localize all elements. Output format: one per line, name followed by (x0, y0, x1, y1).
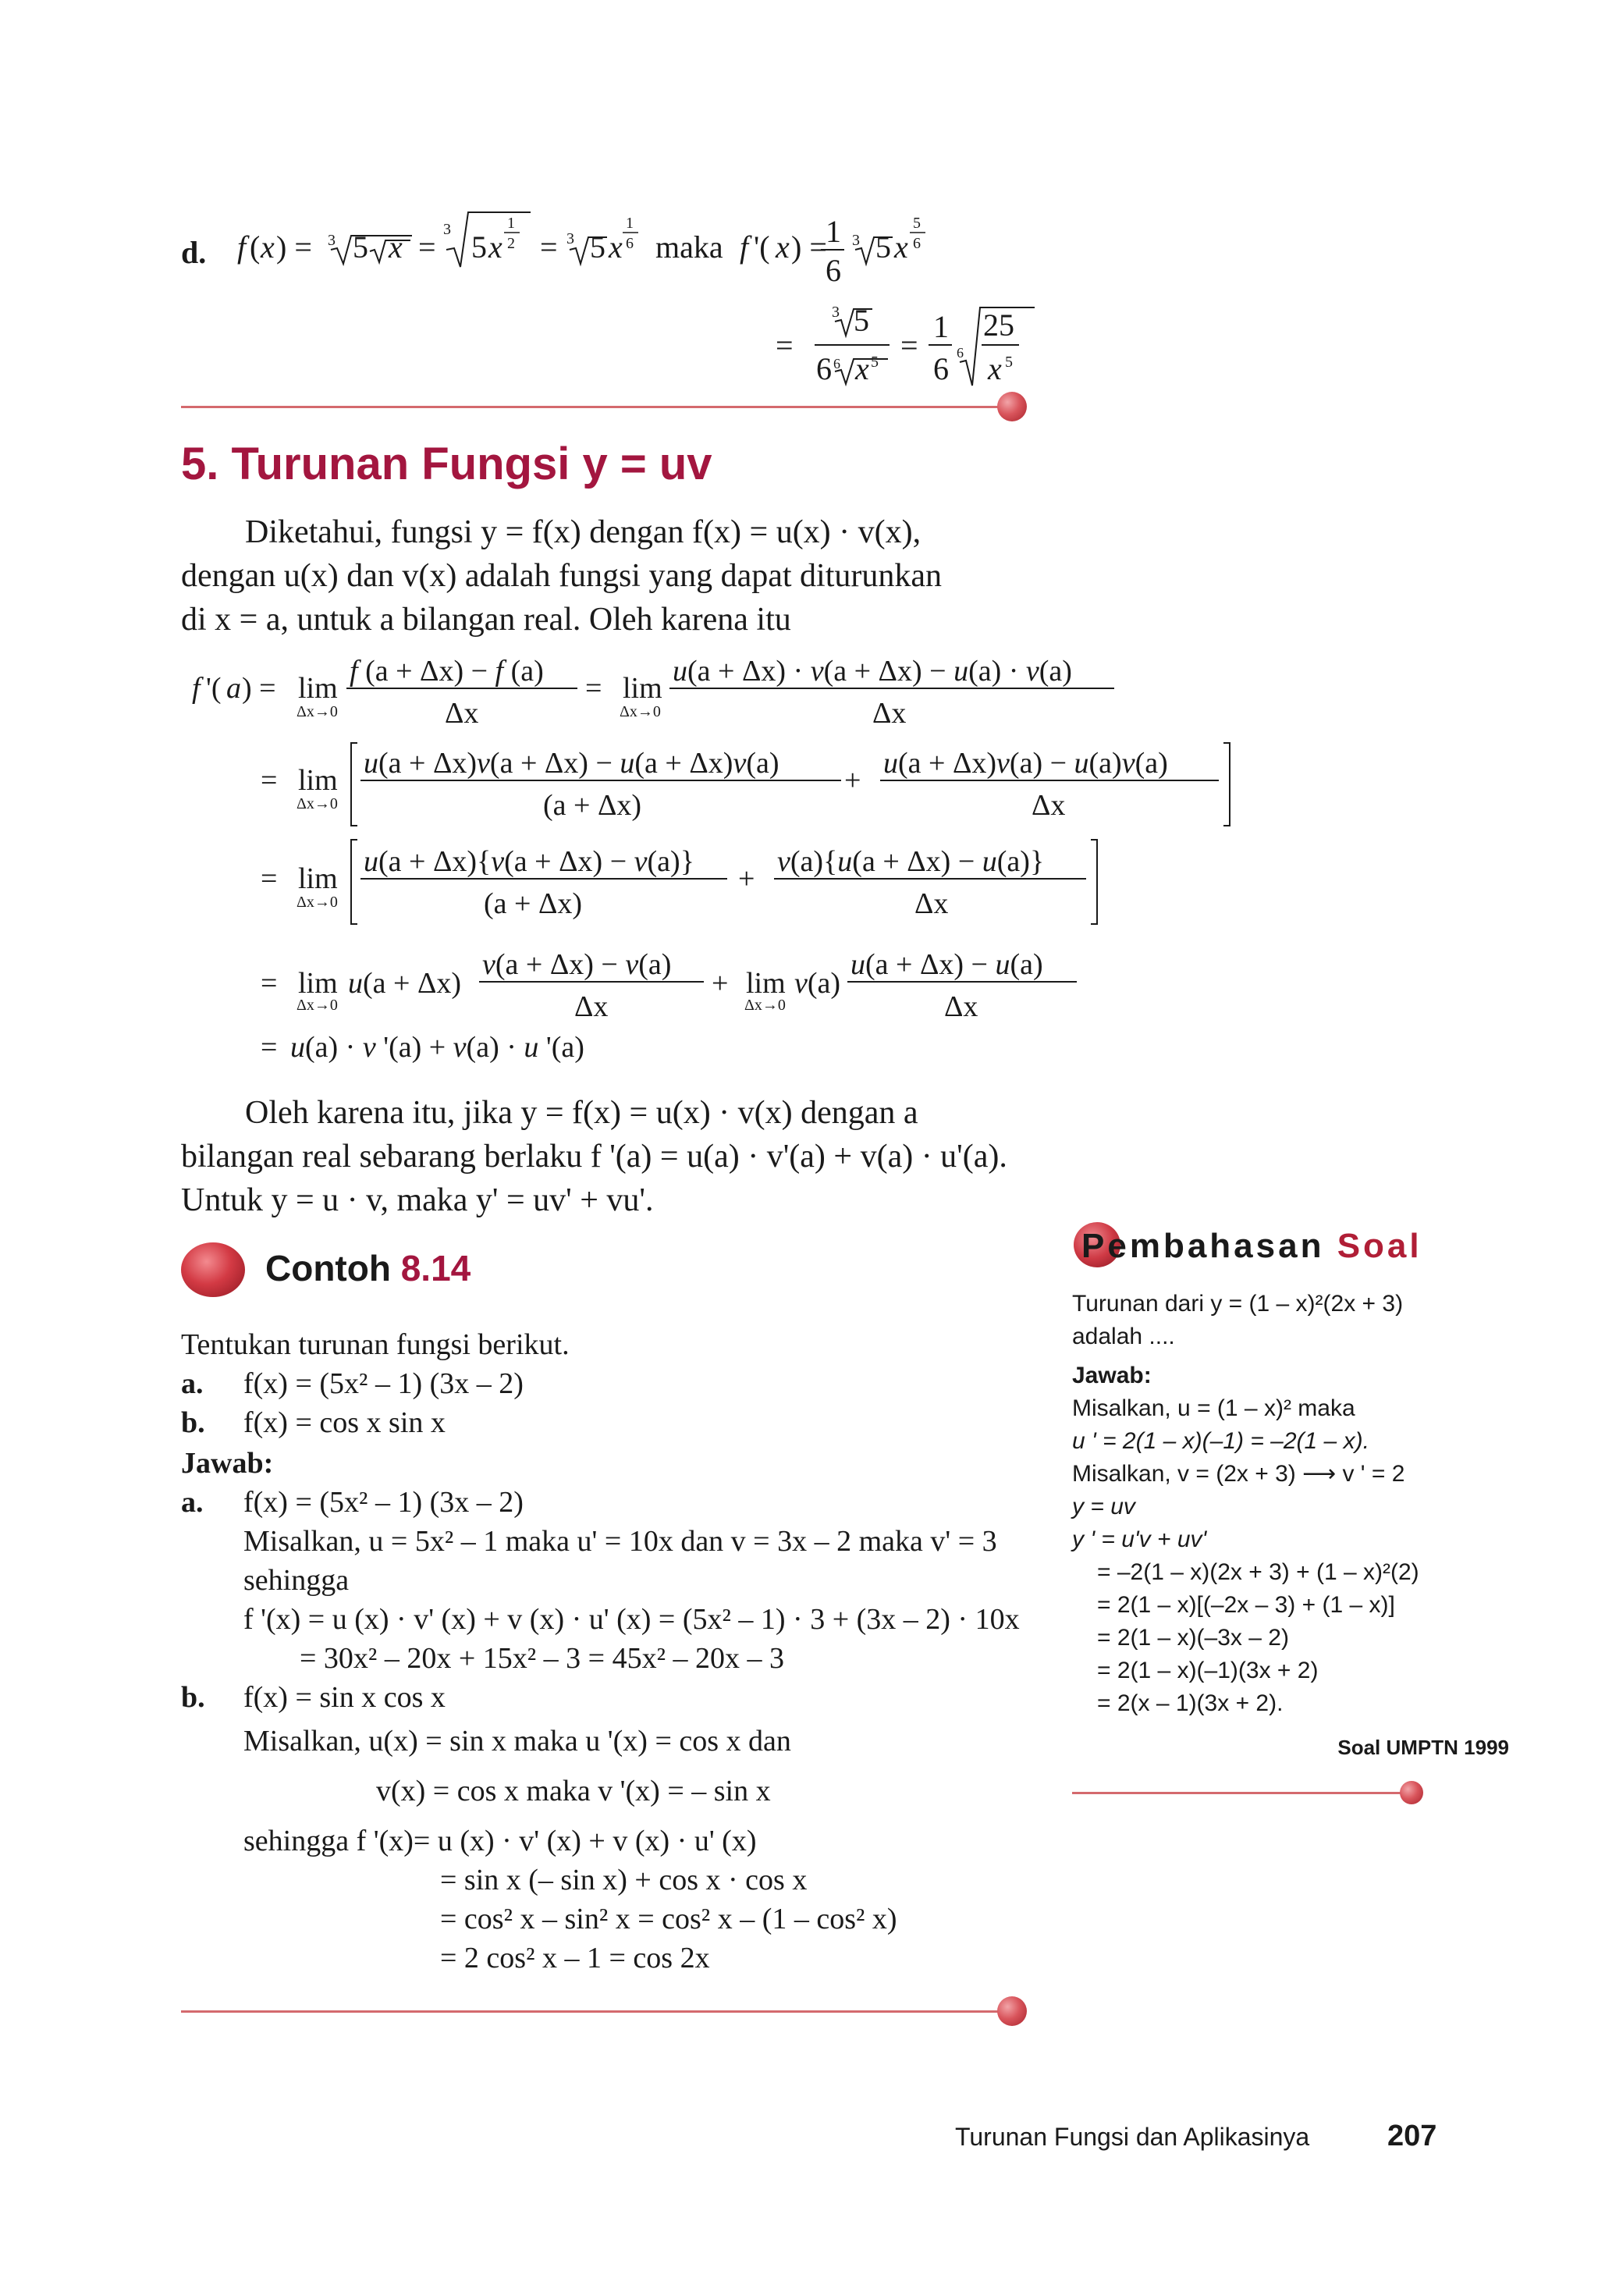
svg-text:u(a) · v '(a) + v(a) · u '(a): u(a) · v '(a) + v(a) · u '(a) (290, 1031, 584, 1064)
svg-text:Δx: Δx (914, 887, 949, 920)
svg-text:(a + Δx): (a + Δx) (484, 887, 583, 920)
answer-b-body (243, 1678, 897, 1978)
svg-text:Δx: Δx (574, 990, 609, 1023)
svg-text:6: 6 (833, 356, 840, 371)
intro-line-1: Diketahui, fungsi y = f(x) dengan f(x) = u(x) · v(x), (245, 514, 922, 550)
svg-text:1: 1 (826, 214, 841, 249)
sidebar-line-3: Misalkan, v = (2x + 3) ⟶ v ' = 2 (1072, 1461, 1405, 1487)
section-conclusion (181, 1091, 1039, 1222)
part-d-line1-svg (234, 204, 1014, 298)
svg-text:=: = (418, 229, 436, 265)
svg-text:3: 3 (443, 221, 451, 238)
svg-text:lim: lim (298, 764, 338, 797)
svg-text:Δx→0: Δx→0 (297, 894, 338, 911)
svg-text:6: 6 (626, 235, 634, 252)
contoh-body (181, 1325, 1055, 1978)
svg-text:lim: lim (298, 672, 338, 705)
svg-text:3: 3 (566, 230, 574, 247)
answer-a-line-2: Misalkan, u = 5x² – 1 maka u' = 10x dan v = 3x – 2 maka v' = 3 (243, 1525, 997, 1558)
answer-b-line-1: f(x) = sin x cos x (243, 1681, 446, 1714)
conclusion-line-2: bilangan real sebarang berlaku f '(a) = u(a) · v'(a) + v(a) · u'(a). (181, 1139, 1007, 1175)
sidebar-title-accent: Soal (1337, 1227, 1422, 1265)
svg-text:1: 1 (507, 215, 515, 232)
svg-text:2: 2 (507, 235, 515, 252)
svg-text:u(a + Δx)v(a + Δx) − u(a + Δx): u(a + Δx)v(a + Δx) − u(a + Δx)v(a) (364, 747, 779, 780)
svg-text:lim: lim (298, 862, 338, 895)
svg-text:5: 5 (875, 229, 891, 265)
svg-text:3: 3 (832, 304, 840, 321)
part-d-label: d. (181, 235, 207, 270)
svg-text:5: 5 (1005, 354, 1013, 371)
answer-b-label: b. (181, 1681, 205, 1714)
contoh-title (265, 1247, 471, 1289)
svg-text:=: = (540, 229, 558, 265)
svg-text:f: f (192, 672, 201, 705)
svg-text:v(a): v(a) (794, 967, 841, 1000)
svg-text:25: 25 (983, 307, 1014, 343)
question-a (181, 1364, 1055, 1403)
svg-text:x: x (609, 229, 623, 265)
sidebar-line-7: = 2(1 – x)[(–2x – 3) + (1 – x)] (1097, 1592, 1395, 1618)
divider-dot (997, 392, 1027, 421)
answer-b-line-5: = sin x (– sin x) + cos x · cos x (440, 1864, 808, 1896)
question-b (181, 1403, 1055, 1442)
svg-text:Δx: Δx (872, 697, 907, 730)
contoh-number: 8.14 (400, 1248, 471, 1288)
sidebar-title (1081, 1227, 1422, 1266)
svg-text:f: f (740, 229, 749, 265)
sidebar-line-5: y ' = u'v + uv' (1072, 1527, 1207, 1552)
svg-text:=: = (261, 764, 278, 797)
page-number: 207 (1387, 2120, 1437, 2152)
answer-a-body (243, 1483, 1020, 1678)
part-d-equation-line1 (234, 204, 1014, 298)
sidebar-line-1: Misalkan, u = (1 – x)² maka (1072, 1395, 1355, 1421)
svg-text:lim: lim (298, 967, 338, 1000)
svg-text:f: f (237, 229, 247, 265)
part-d-line2-svg (772, 298, 1038, 392)
derivation (181, 645, 1273, 1082)
svg-text:1: 1 (626, 215, 634, 232)
divider-dot (997, 1996, 1027, 2026)
svg-text:+: + (738, 862, 755, 895)
answer-a-label: a. (181, 1486, 204, 1519)
answer-b (181, 1678, 1055, 1978)
answer-b-line-3: v(x) = cos x maka v '(x) = – sin x (376, 1775, 771, 1807)
svg-text:) =: ) = (276, 229, 312, 265)
answer-a-line-3: sehingga (243, 1564, 350, 1597)
sidebar-question-2: adalah .... (1072, 1324, 1175, 1349)
svg-text:u(a + Δx) · v(a + Δx) − u(a) ·: u(a + Δx) · v(a + Δx) − u(a) · v(a) (673, 655, 1072, 688)
svg-text:6: 6 (933, 351, 949, 386)
question-a-label: a. (181, 1367, 204, 1400)
svg-text:=: = (900, 328, 918, 363)
sidebar-source: Soal UMPTN 1999 (1337, 1736, 1509, 1759)
question-b-text: f(x) = cos x sin x (243, 1406, 446, 1439)
question-b-label: b. (181, 1406, 205, 1439)
svg-text:(a + Δx): (a + Δx) (543, 789, 642, 822)
svg-text:u(a + Δx){v(a + Δx) − v(a)}: u(a + Δx){v(a + Δx) − v(a)} (364, 845, 694, 878)
svg-text:Δx: Δx (944, 990, 978, 1023)
jawab-label: Jawab: (181, 1447, 274, 1480)
svg-text:) =: ) = (791, 229, 827, 265)
sidebar-jawab: Jawab: (1072, 1363, 1152, 1388)
svg-text:6: 6 (826, 253, 841, 288)
svg-text:Δx: Δx (1032, 789, 1066, 822)
svg-text:5: 5 (854, 303, 869, 338)
svg-text:1: 1 (933, 309, 949, 344)
svg-text:=: = (261, 862, 278, 895)
svg-text:5: 5 (353, 229, 368, 265)
question-a-text: f(x) = (5x² – 1) (3x – 2) (243, 1367, 524, 1400)
svg-text:u(a + Δx) − u(a): u(a + Δx) − u(a) (850, 948, 1043, 981)
svg-text:'(: '( (754, 229, 770, 265)
svg-text:Δx→0: Δx→0 (620, 703, 661, 720)
svg-text:6: 6 (913, 235, 921, 252)
conclusion-line-1: Oleh karena itu, jika y = f(x) = u(x) · v(x) dengan a (245, 1095, 918, 1131)
svg-text:) =: ) = (242, 672, 276, 705)
conclusion-line-3: Untuk y = u · v, maka y' = uv' + vu'. (181, 1182, 654, 1218)
section-title: 5. Turunan Fungsi y = uv (181, 439, 712, 489)
intro-line-3: di x = a, untuk a bilangan real. Oleh karena itu (181, 602, 791, 638)
svg-text:Δx→0: Δx→0 (297, 795, 338, 812)
svg-text:x: x (261, 229, 275, 265)
sidebar-title-main: Pembahasan (1081, 1227, 1325, 1265)
svg-text:5: 5 (471, 229, 487, 265)
svg-text:lim: lim (746, 967, 786, 1000)
svg-text:Δx: Δx (445, 697, 479, 730)
svg-text:5: 5 (913, 215, 921, 232)
svg-text:5: 5 (590, 229, 605, 265)
svg-text:=: = (585, 672, 602, 705)
svg-text:u(a + Δx)v(a) − u(a)v(a): u(a + Δx)v(a) − u(a)v(a) (883, 747, 1168, 780)
svg-text:+: + (844, 764, 861, 797)
answer-a-line-4: f '(x) = u (x) · v' (x) + v (x) · u' (x) = (5x² – 1) · 3 + (3x – 2) · 10x (243, 1603, 1020, 1636)
contoh-prompt: Tentukan turunan fungsi berikut. (181, 1328, 570, 1361)
svg-text:5: 5 (871, 354, 879, 371)
svg-text:3: 3 (852, 232, 860, 249)
answer-b-line-2: Misalkan, u(x) = sin x maka u '(x) = cos x dan (243, 1725, 791, 1758)
answer-a-line-1: f(x) = (5x² – 1) (3x – 2) (243, 1486, 524, 1519)
svg-text:a: a (226, 672, 241, 705)
sidebar-line-6: = –2(1 – x)(2x + 3) + (1 – x)²(2) (1097, 1559, 1419, 1585)
part-d-equation-line2 (772, 298, 1038, 392)
svg-text:6: 6 (957, 345, 964, 361)
sidebar-body (1072, 1288, 1509, 1764)
svg-text:'(: '( (206, 672, 222, 705)
derivation-svg (181, 645, 1273, 1082)
svg-text:x: x (389, 229, 403, 265)
svg-text:u(a + Δx): u(a + Δx) (348, 967, 462, 1000)
answer-b-line-6: = cos² x – sin² x = cos² x – (1 – cos² x) (440, 1903, 897, 1935)
sidebar-line-4: y = uv (1072, 1494, 1135, 1519)
answer-a-line-5: = 30x² – 20x + 15x² – 3 = 45x² – 20x – 3 (300, 1642, 784, 1675)
answer-a (181, 1483, 1055, 1678)
sidebar-line-9: = 2(1 – x)(–1)(3x + 2) (1097, 1658, 1319, 1683)
svg-text:+: + (712, 967, 729, 1000)
svg-text:x: x (988, 351, 1002, 386)
svg-text:3: 3 (328, 232, 336, 249)
svg-text:(: ( (250, 229, 261, 265)
divider-dot (1400, 1781, 1423, 1804)
section-intro (181, 510, 1032, 642)
svg-text:maka: maka (655, 229, 723, 265)
svg-text:x: x (488, 229, 502, 265)
svg-text:f (a + Δx) − f (a): f (a + Δx) − f (a) (350, 655, 544, 688)
svg-text:x: x (894, 229, 908, 265)
svg-text:6: 6 (816, 351, 832, 386)
sidebar-line-10: = 2(x – 1)(3x + 2). (1097, 1690, 1284, 1716)
footer-chapter: Turunan Fungsi dan Aplikasinya (955, 2123, 1310, 2151)
sidebar-divider (1072, 1792, 1411, 1794)
svg-text:x: x (776, 229, 790, 265)
answer-b-line-4: sehingga f '(x)= u (x) · v' (x) + v (x) · u' (x) (243, 1825, 757, 1857)
svg-text:x: x (855, 351, 869, 386)
intro-line-2: dengan u(x) dan v(x) adalah fungsi yang dapat diturunkan (181, 558, 943, 594)
divider-line (181, 406, 1011, 408)
contoh-ball-icon (181, 1242, 245, 1297)
svg-text:=: = (261, 967, 278, 1000)
sidebar-line-8: = 2(1 – x)(–3x – 2) (1097, 1625, 1289, 1651)
sidebar-question-1: Turunan dari y = (1 – x)²(2x + 3) (1072, 1291, 1404, 1317)
svg-text:Δx→0: Δx→0 (297, 997, 338, 1014)
svg-text:=: = (776, 328, 794, 363)
svg-text:v(a){u(a + Δx) − u(a)}: v(a){u(a + Δx) − u(a)} (777, 845, 1045, 878)
divider-line-bottom (181, 2010, 1011, 2013)
answer-b-line-7: = 2 cos² x – 1 = cos 2x (440, 1942, 710, 1974)
svg-text:Δx→0: Δx→0 (297, 703, 338, 720)
svg-text:Δx→0: Δx→0 (744, 997, 786, 1014)
contoh-label: Contoh (265, 1248, 391, 1288)
svg-text:=: = (261, 1031, 278, 1064)
svg-text:lim: lim (623, 672, 662, 705)
svg-text:v(a + Δx) − v(a): v(a + Δx) − v(a) (482, 948, 672, 981)
sidebar-line-2: u ' = 2(1 – x)(–1) = –2(1 – x). (1072, 1428, 1369, 1454)
